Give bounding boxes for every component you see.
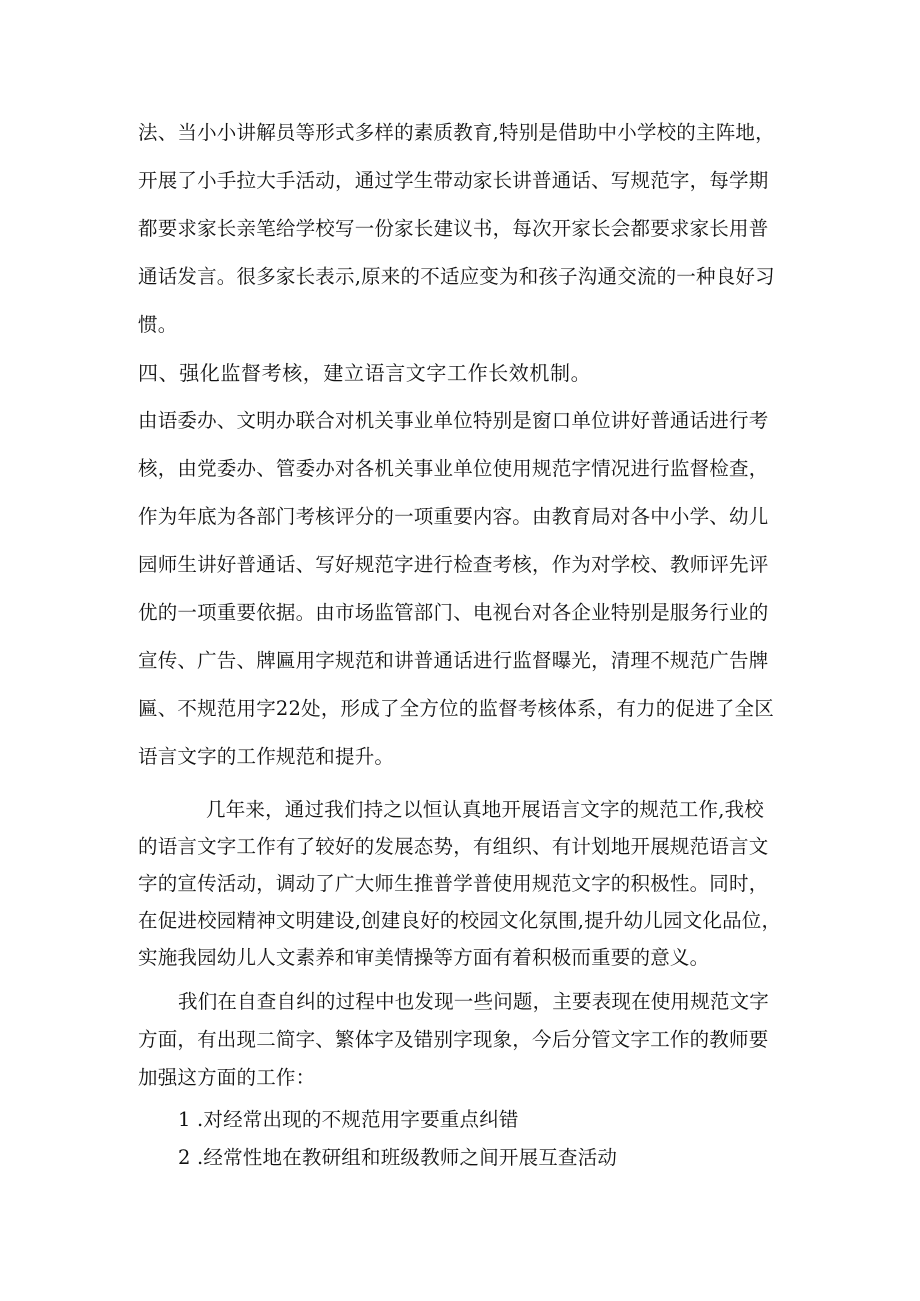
paragraph-line: 园师生讲好普通话、写好规范字进行检查考核，作为对学校、教师评先评 xyxy=(138,553,769,576)
paragraph-line: 通话发言。很多家长表示,原来的不适应变为和孩子沟通交流的一种良好习 xyxy=(138,265,775,288)
paragraph-line: 实施我园幼儿人文素养和审美情操等方面有着积极而重要的意义。 xyxy=(138,946,710,969)
paragraph-line: 优的一项重要依据。由市场监管部门、电视台对各企业特别是服务行业的 xyxy=(138,601,769,624)
paragraph-line: 都要求家长亲笔给学校写一份家长建议书，每次开家长会都要求家长用普 xyxy=(138,217,769,240)
list-item: 2 .经常性地在教研组和班级教师之间开展互查活动 xyxy=(178,1146,618,1169)
paragraph-line: 语言文字的工作规范和提升。 xyxy=(138,745,395,768)
paragraph-line: 在促进校园精神文明建设,创建良好的校园文化氛围,提升幼儿园文化品位， xyxy=(138,909,782,932)
paragraph-line: 字的宣传活动，调动了广大师生推普学普使用规范文字的积极性。同时， xyxy=(138,872,769,895)
paragraph-line: 开展了小手拉大手活动，通过学生带动家长讲普通话、写规范字，每学期 xyxy=(138,169,769,192)
paragraph-line: 的语言文字工作有了较好的发展态势，有组织、有计划地开展规范语言文 xyxy=(138,835,769,858)
paragraph-line: 宣传、广告、牌匾用字规范和讲普通话进行监督曝光，清理不规范广告牌 xyxy=(138,649,769,672)
section-heading: 四、强化监督考核，建立语言文字工作长效机制。 xyxy=(138,361,592,385)
paragraph-line: 由语委办、文明办联合对机关事业单位特别是窗口单位讲好普通话进行考 xyxy=(138,409,769,432)
paragraph-line: 惯。 xyxy=(138,313,178,336)
paragraph-line: 加强这方面的工作： xyxy=(138,1066,316,1089)
paragraph-line: 几年来，通过我们持之以恒认真地开展语言文字的规范工作,我校 xyxy=(206,798,764,821)
paragraph-line: 我们在自查自纠的过程中也发现一些问题，主要表现在使用规范文字 xyxy=(178,990,770,1013)
list-item: 1 .对经常出现的不规范用字要重点纠错 xyxy=(178,1108,519,1131)
paragraph-line: 法、当小小讲解员等形式多样的素质教育,特别是借助中小学校的主阵地， xyxy=(138,121,775,144)
paragraph-line: 作为年底为各部门考核评分的一项重要内容。由教育局对各中小学、幼儿 xyxy=(138,505,769,528)
paragraph-line: 方面，有出现二简字、繁体字及错别字现象，今后分管文字工作的教师要 xyxy=(138,1028,769,1051)
paragraph-line: 核，由党委办、管委办对各机关事业单位使用规范字情况进行监督检查， xyxy=(138,457,769,480)
paragraph-line: 匾、不规范用字22处，形成了全方位的监督考核体系，有力的促进了全区 xyxy=(138,697,774,720)
